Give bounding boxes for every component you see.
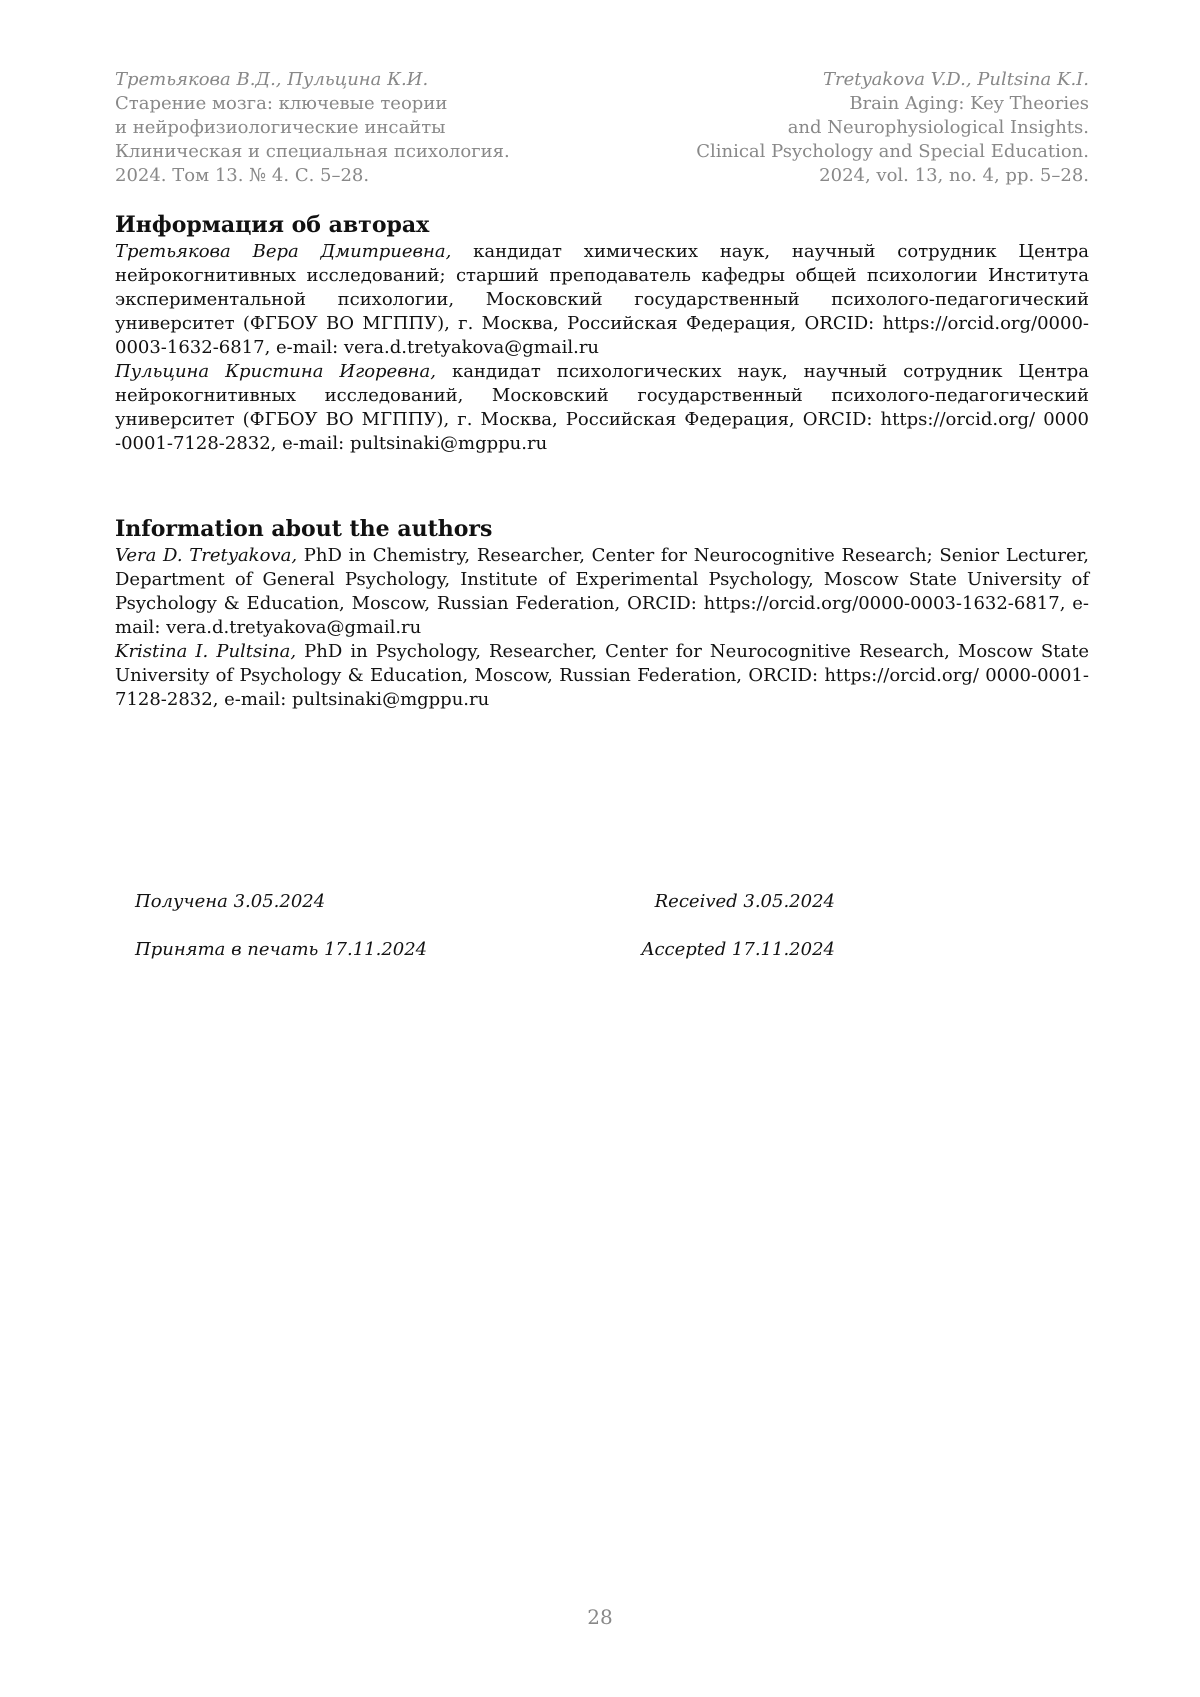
received-ru: Получена 3.05.2024 [135, 891, 326, 912]
author-bio-en-1 [115, 544, 1089, 640]
accepted-en: Accepted 17.11.2024 [641, 939, 835, 960]
authors-ru-heading: Информация об авторах [115, 212, 430, 238]
header-ru-citation: 2024. Том 13. № 4. С. 5–28. [115, 165, 370, 186]
header-ru-authors: Третьякова В.Д., Пульцина К.И. [115, 69, 429, 90]
running-header [115, 68, 1089, 188]
header-en-journal: Clinical Psychology and Special Education. [696, 141, 1089, 162]
header-en-authors: Tretyakova V.D., Pultsina K.I. [822, 69, 1089, 90]
author-details: PhD in Chemistry, Researcher, Center for Neurocognitive Research; Senior Lecturer, Department of General Psychology, Institute of Experimental Psychology, Moscow State University of Psychology & Education, Moscow, Russian Federation, ORCID: https://orcid.org/0000-0003-1632-6817, e-mail: vera.d.tretyakova@gmail.ru [115, 545, 1089, 638]
author-bio-en-2 [115, 640, 1089, 712]
author-name: Vera D. Tretyakova, [115, 545, 298, 566]
author-name: Kristina I. Pultsina, [115, 641, 297, 662]
header-en-title-line2: and Neurophysiological Insights. [787, 117, 1089, 138]
header-ru-journal: Клиническая и специальная психология. [115, 141, 510, 162]
authors-en-heading: Information about the authors [115, 516, 493, 542]
author-details: кандидат психологических наук, научный сотрудник Центра нейрокогнитивных исследований, Московский государственный психолого-педагогический университет (ФГБОУ ВО МГППУ), г. Москва, Российская Федерация, ORCID: https://orcid.org/ 0000 -0001-7128-2832, e-mail: pultsinaki@mgppu.ru [115, 361, 1089, 454]
author-bio-ru-1 [115, 240, 1089, 360]
header-en-citation: 2024, vol. 13, no. 4, pp. 5–28. [819, 165, 1089, 186]
submission-dates [115, 890, 1089, 986]
accepted-ru: Принята в печать 17.11.2024 [135, 939, 428, 960]
received-row [115, 890, 1089, 914]
author-bio-ru-2 [115, 360, 1089, 456]
author-details: PhD in Psychology, Researcher, Center for Neurocognitive Research, Moscow State University of Psychology & Education, Moscow, Russian Federation, ORCID: https://orcid.org/ 0000-0001-7128-2832, e-mail: pultsinaki@mgppu.ru [115, 641, 1089, 710]
author-name: Третьякова Вера Дмитриевна, [115, 241, 452, 262]
header-ru-title-line1: Старение мозга: ключевые теории [115, 93, 448, 114]
header-ru-title-line2: и нейрофизиологические инсайты [115, 117, 446, 138]
header-en [696, 68, 1089, 188]
header-en-title-line1: Brain Aging: Key Theories [849, 93, 1089, 114]
page-content [115, 68, 1089, 960]
accepted-row [115, 938, 1089, 962]
header-ru [115, 68, 510, 188]
received-en: Received 3.05.2024 [654, 891, 835, 912]
author-details: кандидат химических наук, научный сотрудник Центра нейрокогнитивных исследований; старший преподаватель кафедры общей психологии Института экспериментальной психологии, Московский государственный психолого-педагогический университет (ФГБОУ ВО МГППУ), г. Москва, Российская Федерация, ORCID: https://orcid.org/0000-0003-1632-6817, e-mail: vera.d.tretyakova@gmail.ru [115, 241, 1089, 358]
page-number: 28 [587, 1605, 613, 1629]
author-name: Пульцина Кристина Игоревна, [115, 361, 436, 382]
